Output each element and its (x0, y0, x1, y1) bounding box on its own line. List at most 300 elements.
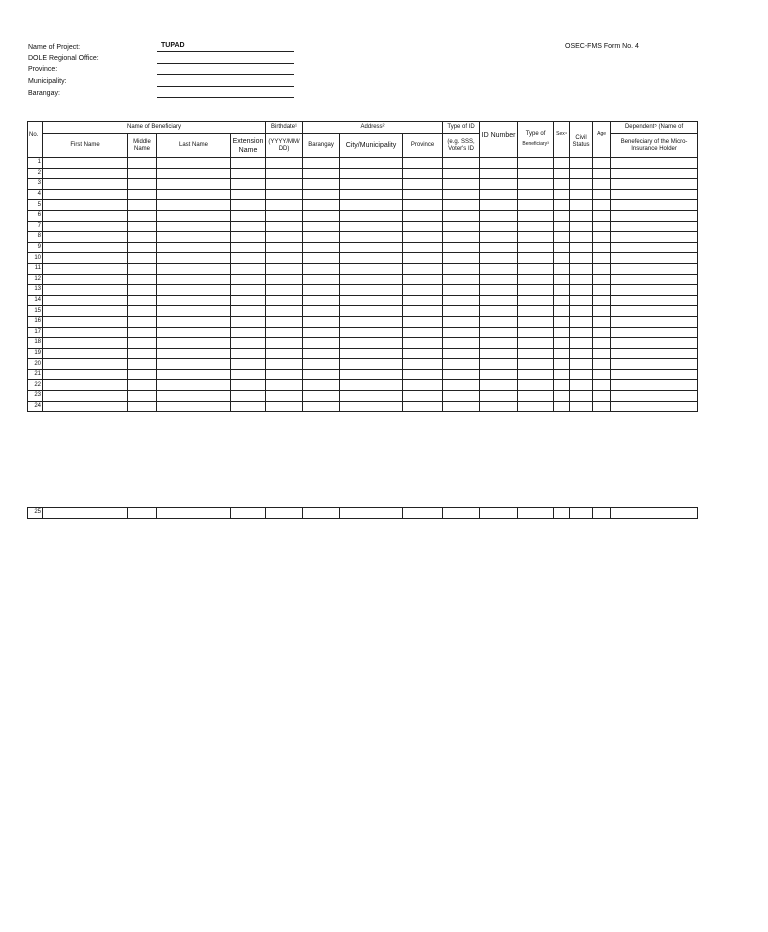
table-cell[interactable] (570, 348, 593, 359)
table-cell[interactable] (593, 391, 611, 402)
table-cell[interactable] (443, 221, 480, 232)
table-cell[interactable] (303, 359, 340, 370)
table-cell[interactable] (128, 401, 157, 412)
table-cell[interactable] (43, 200, 128, 211)
table-cell[interactable] (157, 327, 231, 338)
table-cell[interactable] (266, 263, 303, 274)
table-cell[interactable] (231, 232, 266, 243)
table-cell[interactable] (593, 168, 611, 179)
table-cell[interactable] (570, 158, 593, 169)
table-cell[interactable] (231, 508, 266, 519)
table-cell[interactable] (593, 285, 611, 296)
table-cell[interactable] (593, 263, 611, 274)
table-cell[interactable] (43, 401, 128, 412)
table-cell[interactable] (403, 274, 443, 285)
table-cell[interactable] (480, 295, 518, 306)
table-cell[interactable] (554, 359, 570, 370)
table-cell[interactable] (593, 274, 611, 285)
table-cell[interactable] (43, 359, 128, 370)
table-cell[interactable] (570, 253, 593, 264)
table-cell[interactable] (570, 327, 593, 338)
table-cell[interactable] (611, 168, 698, 179)
table-cell[interactable] (340, 285, 403, 296)
table-cell[interactable] (443, 327, 480, 338)
table-cell[interactable] (403, 242, 443, 253)
table-cell[interactable] (443, 401, 480, 412)
table-cell[interactable] (518, 338, 554, 349)
table-cell[interactable] (518, 274, 554, 285)
table-cell[interactable] (570, 401, 593, 412)
table-cell[interactable] (403, 306, 443, 317)
table-cell[interactable] (340, 189, 403, 200)
table-cell[interactable] (480, 380, 518, 391)
table-cell[interactable] (340, 158, 403, 169)
table-cell[interactable] (303, 316, 340, 327)
table-cell[interactable] (340, 200, 403, 211)
table-cell[interactable] (231, 338, 266, 349)
table-cell[interactable] (157, 158, 231, 169)
table-cell[interactable] (611, 189, 698, 200)
table-cell[interactable] (231, 221, 266, 232)
table-cell[interactable] (266, 232, 303, 243)
table-cell[interactable] (518, 306, 554, 317)
table-cell[interactable] (128, 274, 157, 285)
table-cell[interactable] (266, 295, 303, 306)
table-cell[interactable] (43, 306, 128, 317)
table-cell[interactable] (593, 306, 611, 317)
table-cell[interactable] (157, 316, 231, 327)
table-cell[interactable] (593, 253, 611, 264)
table-cell[interactable] (570, 295, 593, 306)
table-cell[interactable] (303, 338, 340, 349)
table-cell[interactable] (554, 401, 570, 412)
table-cell[interactable] (340, 210, 403, 221)
table-cell[interactable] (570, 242, 593, 253)
table-cell[interactable] (403, 285, 443, 296)
table-cell[interactable] (231, 380, 266, 391)
table-cell[interactable] (593, 316, 611, 327)
table-cell[interactable] (554, 221, 570, 232)
table-cell[interactable] (303, 158, 340, 169)
table-cell[interactable] (593, 338, 611, 349)
table-cell[interactable] (157, 285, 231, 296)
table-cell[interactable] (611, 179, 698, 190)
table-cell[interactable] (128, 338, 157, 349)
table-cell[interactable] (570, 200, 593, 211)
table-cell[interactable] (480, 274, 518, 285)
table-cell[interactable] (480, 253, 518, 264)
table-cell[interactable] (266, 168, 303, 179)
table-cell[interactable] (266, 200, 303, 211)
table-cell[interactable] (266, 508, 303, 519)
table-cell[interactable] (266, 380, 303, 391)
table-cell[interactable] (518, 508, 554, 519)
table-cell[interactable] (611, 210, 698, 221)
table-cell[interactable] (266, 189, 303, 200)
table-cell[interactable] (611, 401, 698, 412)
table-cell[interactable] (303, 179, 340, 190)
table-cell[interactable] (231, 295, 266, 306)
table-cell[interactable] (518, 348, 554, 359)
table-cell[interactable] (554, 306, 570, 317)
table-cell[interactable] (43, 189, 128, 200)
table-cell[interactable] (554, 168, 570, 179)
table-cell[interactable] (443, 338, 480, 349)
table-cell[interactable] (480, 316, 518, 327)
table-cell[interactable] (443, 316, 480, 327)
table-cell[interactable] (403, 158, 443, 169)
table-cell[interactable] (480, 242, 518, 253)
table-cell[interactable] (266, 221, 303, 232)
table-cell[interactable] (128, 253, 157, 264)
table-cell[interactable] (593, 359, 611, 370)
table-cell[interactable] (340, 348, 403, 359)
table-cell[interactable] (518, 316, 554, 327)
table-cell[interactable] (593, 295, 611, 306)
table-cell[interactable] (303, 232, 340, 243)
table-cell[interactable] (266, 306, 303, 317)
table-cell[interactable] (570, 285, 593, 296)
table-cell[interactable] (480, 401, 518, 412)
table-cell[interactable] (554, 263, 570, 274)
table-cell[interactable] (518, 401, 554, 412)
table-cell[interactable] (128, 168, 157, 179)
table-cell[interactable] (593, 221, 611, 232)
table-cell[interactable] (128, 189, 157, 200)
table-cell[interactable] (43, 369, 128, 380)
table-cell[interactable] (157, 168, 231, 179)
table-cell[interactable] (403, 210, 443, 221)
table-cell[interactable] (518, 168, 554, 179)
table-cell[interactable] (231, 316, 266, 327)
table-cell[interactable] (611, 158, 698, 169)
table-cell[interactable] (593, 200, 611, 211)
table-cell[interactable] (570, 210, 593, 221)
table-cell[interactable] (157, 338, 231, 349)
table-cell[interactable] (303, 508, 340, 519)
table-cell[interactable] (340, 391, 403, 402)
table-cell[interactable] (611, 391, 698, 402)
table-cell[interactable] (570, 232, 593, 243)
table-cell[interactable] (157, 253, 231, 264)
barangay-field[interactable] (157, 89, 294, 98)
table-cell[interactable] (303, 369, 340, 380)
table-cell[interactable] (340, 306, 403, 317)
table-cell[interactable] (593, 179, 611, 190)
table-cell[interactable] (231, 263, 266, 274)
table-cell[interactable] (266, 369, 303, 380)
table-cell[interactable] (231, 369, 266, 380)
table-cell[interactable] (518, 242, 554, 253)
table-cell[interactable] (480, 263, 518, 274)
table-cell[interactable] (593, 327, 611, 338)
table-cell[interactable] (266, 285, 303, 296)
table-cell[interactable] (340, 327, 403, 338)
table-cell[interactable] (157, 232, 231, 243)
table-cell[interactable] (128, 348, 157, 359)
table-cell[interactable] (157, 263, 231, 274)
table-cell[interactable] (303, 263, 340, 274)
table-cell[interactable] (403, 232, 443, 243)
table-cell[interactable] (480, 285, 518, 296)
table-cell[interactable] (303, 221, 340, 232)
table-cell[interactable] (480, 359, 518, 370)
table-cell[interactable] (443, 306, 480, 317)
table-cell[interactable] (266, 401, 303, 412)
table-cell[interactable] (43, 253, 128, 264)
table-cell[interactable] (157, 348, 231, 359)
table-cell[interactable] (554, 380, 570, 391)
table-cell[interactable] (157, 380, 231, 391)
table-cell[interactable] (443, 391, 480, 402)
table-cell[interactable] (518, 179, 554, 190)
table-cell[interactable] (43, 348, 128, 359)
table-cell[interactable] (570, 263, 593, 274)
table-cell[interactable] (403, 253, 443, 264)
table-cell[interactable] (157, 295, 231, 306)
table-cell[interactable] (403, 391, 443, 402)
table-cell[interactable] (403, 380, 443, 391)
table-cell[interactable] (593, 158, 611, 169)
table-cell[interactable] (231, 274, 266, 285)
table-cell[interactable] (303, 295, 340, 306)
table-cell[interactable] (231, 401, 266, 412)
table-cell[interactable] (480, 327, 518, 338)
table-cell[interactable] (611, 200, 698, 211)
table-cell[interactable] (128, 200, 157, 211)
table-cell[interactable] (157, 391, 231, 402)
table-cell[interactable] (570, 168, 593, 179)
table-cell[interactable] (518, 285, 554, 296)
table-cell[interactable] (303, 348, 340, 359)
table-cell[interactable] (128, 179, 157, 190)
table-cell[interactable] (128, 232, 157, 243)
table-cell[interactable] (231, 359, 266, 370)
table-cell[interactable] (570, 359, 593, 370)
table-cell[interactable] (403, 179, 443, 190)
table-cell[interactable] (443, 232, 480, 243)
table-cell[interactable] (340, 263, 403, 274)
table-cell[interactable] (593, 210, 611, 221)
table-cell[interactable] (43, 327, 128, 338)
table-cell[interactable] (303, 285, 340, 296)
table-cell[interactable] (403, 508, 443, 519)
table-cell[interactable] (518, 210, 554, 221)
table-cell[interactable] (303, 253, 340, 264)
table-cell[interactable] (554, 338, 570, 349)
municipality-field[interactable] (157, 78, 294, 87)
table-cell[interactable] (554, 316, 570, 327)
table-cell[interactable] (403, 348, 443, 359)
table-cell[interactable] (554, 274, 570, 285)
table-cell[interactable] (443, 359, 480, 370)
table-cell[interactable] (303, 168, 340, 179)
table-cell[interactable] (340, 168, 403, 179)
table-cell[interactable] (157, 274, 231, 285)
table-cell[interactable] (480, 179, 518, 190)
table-cell[interactable] (480, 338, 518, 349)
table-cell[interactable] (518, 327, 554, 338)
table-cell[interactable] (518, 263, 554, 274)
table-cell[interactable] (266, 338, 303, 349)
table-cell[interactable] (480, 232, 518, 243)
table-cell[interactable] (443, 508, 480, 519)
table-cell[interactable] (231, 253, 266, 264)
table-cell[interactable] (157, 200, 231, 211)
table-cell[interactable] (518, 158, 554, 169)
regional-office-field[interactable] (157, 55, 294, 64)
table-cell[interactable] (157, 359, 231, 370)
table-cell[interactable] (554, 179, 570, 190)
table-cell[interactable] (43, 232, 128, 243)
table-cell[interactable] (128, 359, 157, 370)
table-cell[interactable] (570, 316, 593, 327)
table-cell[interactable] (593, 348, 611, 359)
table-cell[interactable] (443, 242, 480, 253)
table-cell[interactable] (480, 306, 518, 317)
table-cell[interactable] (157, 508, 231, 519)
table-cell[interactable] (266, 274, 303, 285)
table-cell[interactable] (128, 285, 157, 296)
table-cell[interactable] (403, 189, 443, 200)
table-cell[interactable] (554, 508, 570, 519)
table-cell[interactable] (443, 263, 480, 274)
table-cell[interactable] (443, 253, 480, 264)
table-cell[interactable] (593, 369, 611, 380)
table-cell[interactable] (43, 285, 128, 296)
table-cell[interactable] (303, 391, 340, 402)
table-cell[interactable] (128, 295, 157, 306)
table-cell[interactable] (554, 200, 570, 211)
table-cell[interactable] (554, 253, 570, 264)
table-cell[interactable] (43, 263, 128, 274)
table-cell[interactable] (554, 242, 570, 253)
table-cell[interactable] (128, 242, 157, 253)
table-cell[interactable] (340, 221, 403, 232)
table-cell[interactable] (443, 285, 480, 296)
table-cell[interactable] (128, 158, 157, 169)
table-cell[interactable] (303, 210, 340, 221)
table-cell[interactable] (480, 369, 518, 380)
table-cell[interactable] (611, 316, 698, 327)
table-cell[interactable] (480, 200, 518, 211)
table-cell[interactable] (340, 274, 403, 285)
table-cell[interactable] (340, 401, 403, 412)
table-cell[interactable] (403, 369, 443, 380)
table-cell[interactable] (443, 274, 480, 285)
table-cell[interactable] (43, 274, 128, 285)
table-cell[interactable] (518, 295, 554, 306)
table-cell[interactable] (570, 380, 593, 391)
table-cell[interactable] (480, 210, 518, 221)
table-cell[interactable] (340, 253, 403, 264)
table-cell[interactable] (340, 232, 403, 243)
table-cell[interactable] (231, 242, 266, 253)
table-cell[interactable] (157, 369, 231, 380)
table-cell[interactable] (128, 508, 157, 519)
table-cell[interactable] (128, 221, 157, 232)
table-cell[interactable] (266, 359, 303, 370)
table-cell[interactable] (480, 391, 518, 402)
table-cell[interactable] (570, 391, 593, 402)
table-cell[interactable] (157, 401, 231, 412)
table-cell[interactable] (266, 242, 303, 253)
table-cell[interactable] (266, 179, 303, 190)
table-cell[interactable] (443, 295, 480, 306)
table-cell[interactable] (593, 380, 611, 391)
table-cell[interactable] (518, 189, 554, 200)
table-cell[interactable] (43, 158, 128, 169)
table-cell[interactable] (157, 242, 231, 253)
table-cell[interactable] (554, 189, 570, 200)
table-cell[interactable] (570, 221, 593, 232)
table-cell[interactable] (554, 348, 570, 359)
table-cell[interactable] (43, 391, 128, 402)
table-cell[interactable] (403, 221, 443, 232)
table-cell[interactable] (43, 221, 128, 232)
table-cell[interactable] (128, 210, 157, 221)
table-cell[interactable] (570, 274, 593, 285)
table-cell[interactable] (593, 232, 611, 243)
table-cell[interactable] (554, 285, 570, 296)
table-cell[interactable] (480, 348, 518, 359)
table-cell[interactable] (570, 369, 593, 380)
table-cell[interactable] (554, 232, 570, 243)
table-cell[interactable] (231, 189, 266, 200)
table-cell[interactable] (480, 158, 518, 169)
table-cell[interactable] (518, 221, 554, 232)
table-cell[interactable] (611, 306, 698, 317)
table-cell[interactable] (43, 380, 128, 391)
table-cell[interactable] (340, 295, 403, 306)
table-cell[interactable] (611, 508, 698, 519)
table-cell[interactable] (303, 274, 340, 285)
table-cell[interactable] (443, 380, 480, 391)
table-cell[interactable] (340, 242, 403, 253)
table-cell[interactable] (303, 242, 340, 253)
table-cell[interactable] (554, 210, 570, 221)
table-cell[interactable] (570, 508, 593, 519)
table-cell[interactable] (43, 338, 128, 349)
table-cell[interactable] (303, 380, 340, 391)
table-cell[interactable] (157, 189, 231, 200)
project-field[interactable] (157, 43, 294, 52)
table-cell[interactable] (518, 359, 554, 370)
table-cell[interactable] (570, 179, 593, 190)
table-cell[interactable] (518, 380, 554, 391)
table-cell[interactable] (303, 200, 340, 211)
table-cell[interactable] (480, 508, 518, 519)
table-cell[interactable] (403, 327, 443, 338)
table-cell[interactable] (157, 210, 231, 221)
table-cell[interactable] (611, 263, 698, 274)
table-cell[interactable] (43, 508, 128, 519)
table-cell[interactable] (403, 168, 443, 179)
table-cell[interactable] (231, 179, 266, 190)
table-cell[interactable] (480, 221, 518, 232)
table-cell[interactable] (611, 274, 698, 285)
table-cell[interactable] (570, 189, 593, 200)
table-cell[interactable] (157, 306, 231, 317)
table-cell[interactable] (518, 232, 554, 243)
table-cell[interactable] (43, 242, 128, 253)
table-cell[interactable] (266, 158, 303, 169)
table-cell[interactable] (231, 158, 266, 169)
table-cell[interactable] (43, 210, 128, 221)
table-cell[interactable] (303, 189, 340, 200)
table-cell[interactable] (611, 327, 698, 338)
table-cell[interactable] (43, 168, 128, 179)
